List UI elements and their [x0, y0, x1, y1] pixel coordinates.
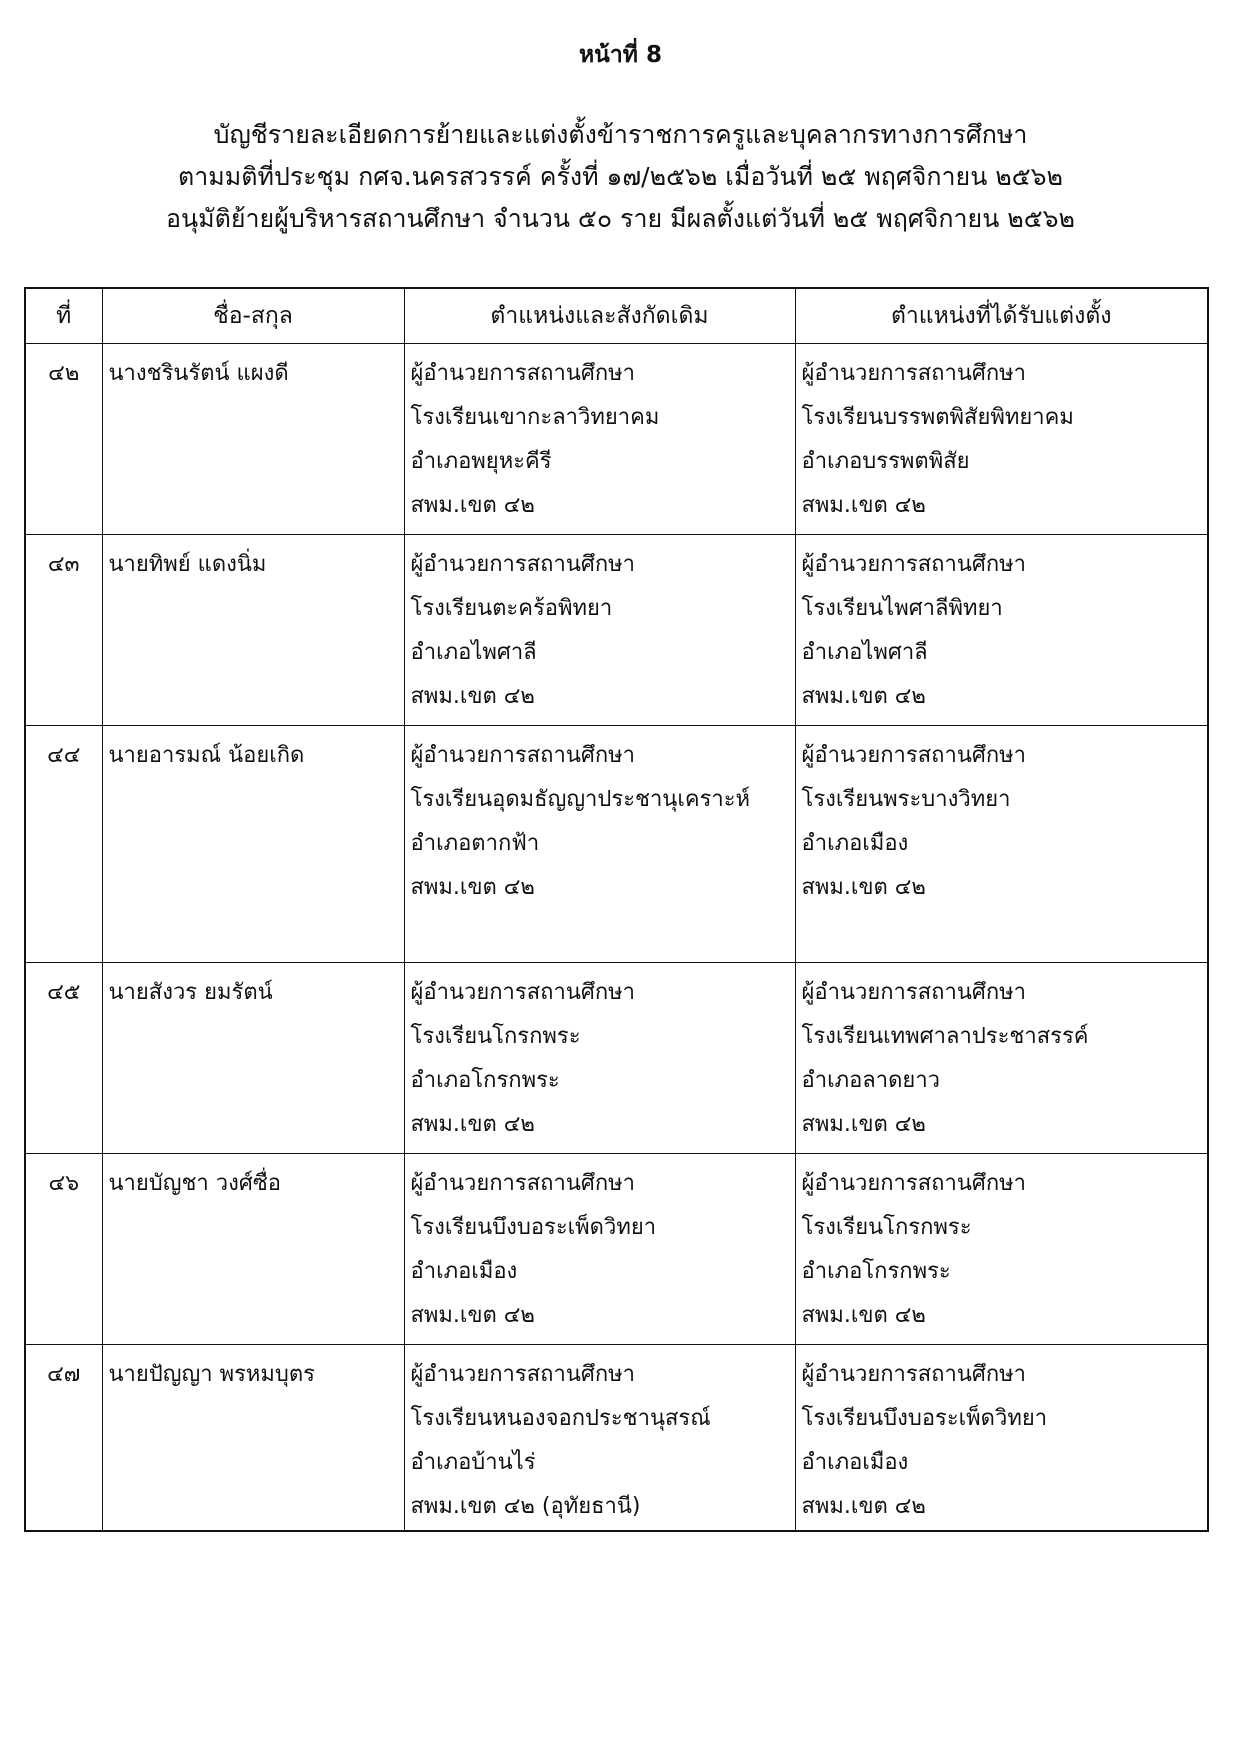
header-name: ชื่อ-สกุล [102, 288, 404, 344]
new-position-title: ผู้อำนวยการสถานศึกษา [801, 552, 1027, 577]
new-position-title: ผู้อำนวยการสถานศึกษา [801, 980, 1027, 1005]
row-original-position [404, 535, 795, 726]
new-position-title: ผู้อำนวยการสถานศึกษา [801, 1362, 1027, 1387]
original-position-title: ผู้อำนวยการสถานศึกษา [410, 743, 636, 768]
original-position-title: ผู้อำนวยการสถานศึกษา [410, 552, 636, 577]
original-school: โรงเรียนบึงบอระเพ็ดวิทยา [410, 1215, 657, 1240]
new-school: โรงเรียนบรรพตพิสัยพิทยาคม [801, 405, 1074, 430]
row-name-text: นายปัญญา พรหมบุตร [108, 1362, 315, 1387]
row-new-position [795, 344, 1208, 535]
row-number [25, 1154, 102, 1345]
table-row [25, 344, 1208, 535]
row-name [102, 344, 404, 535]
table-row [25, 963, 1208, 1154]
row-original-position [404, 963, 795, 1154]
new-position-title: ผู้อำนวยการสถานศึกษา [801, 1171, 1027, 1196]
new-school: โรงเรียนบึงบอระเพ็ดวิทยา [801, 1406, 1048, 1431]
original-area-office: สพม.เขต ๔๒ [410, 1303, 535, 1328]
original-school: โรงเรียนโกรกพระ [410, 1024, 581, 1049]
original-position-title: ผู้อำนวยการสถานศึกษา [410, 361, 636, 386]
new-district: อำเภอไพศาลี [801, 640, 928, 665]
new-position-title: ผู้อำนวยการสถานศึกษา [801, 743, 1027, 768]
new-school: โรงเรียนเทพศาลาประชาสรรค์ [801, 1024, 1089, 1049]
row-new-position [795, 535, 1208, 726]
new-district: อำเภอโกรกพระ [801, 1259, 951, 1284]
row-number [25, 1345, 102, 1532]
row-number [25, 963, 102, 1154]
row-new-position [795, 1345, 1208, 1532]
original-district: อำเภอเมือง [410, 1259, 518, 1284]
table-row [25, 535, 1208, 726]
new-area-office: สพม.เขต ๔๒ [801, 1112, 926, 1137]
row-name-text: นายทิพย์ แดงนิ่ม [108, 552, 267, 577]
header-number: ที่ [25, 288, 102, 344]
row-number [25, 344, 102, 535]
header-original-position: ตำแหน่งและสังกัดเดิม [404, 288, 795, 344]
row-new-position [795, 963, 1208, 1154]
row-original-position [404, 344, 795, 535]
new-area-office: สพม.เขต ๔๒ [801, 1494, 926, 1519]
original-district: อำเภอพยุหะคีรี [410, 449, 552, 474]
row-number-text: ๔๔ [47, 743, 81, 768]
original-school: โรงเรียนเขากะลาวิทยาคม [410, 405, 660, 430]
original-district: อำเภอโกรกพระ [410, 1068, 560, 1093]
original-area-office: สพม.เขต ๔๒ [410, 875, 535, 900]
row-number [25, 535, 102, 726]
original-position-title: ผู้อำนวยการสถานศึกษา [410, 1362, 636, 1387]
heading-line-1: บัญชีรายละเอียดการย้ายและแต่งตั้งข้าราชการครูและบุคลากรทางการศึกษา [213, 120, 1028, 149]
new-area-office: สพม.เขต ๔๒ [801, 493, 926, 518]
row-name [102, 726, 404, 963]
new-district: อำเภอเมือง [801, 831, 909, 856]
new-district: อำเภอเมือง [801, 1450, 909, 1475]
original-district: อำเภอบ้านไร่ [410, 1450, 536, 1475]
original-position-title: ผู้อำนวยการสถานศึกษา [410, 1171, 636, 1196]
row-name-text: นายสังวร ยมรัตน์ [108, 980, 273, 1005]
header-new-position: ตำแหน่งที่ได้รับแต่งตั้ง [795, 288, 1208, 344]
row-number-text: ๔๖ [48, 1171, 80, 1196]
row-name-text: นางชรินรัตน์ แผงดี [108, 361, 289, 386]
new-position-title: ผู้อำนวยการสถานศึกษา [801, 361, 1027, 386]
row-number [25, 726, 102, 963]
row-name-text: นายบัญชา วงศ์ซื่อ [108, 1171, 281, 1196]
row-number-text: ๔๓ [47, 552, 80, 577]
heading-line-2: ตามมติที่ประชุม กศจ.นครสวรรค์ ครั้งที่ ๑๗/๒๕๖๒ เมื่อวันที่ ๒๕ พฤศจิกายน ๒๕๖๒ [178, 162, 1063, 191]
original-area-office: สพม.เขต ๔๒ [410, 493, 535, 518]
new-area-office: สพม.เขต ๔๒ [801, 684, 926, 709]
row-new-position [795, 726, 1208, 963]
new-school: โรงเรียนพระบางวิทยา [801, 787, 1011, 812]
row-number-text: ๔๕ [47, 980, 81, 1005]
row-number-text: ๔๒ [48, 361, 80, 386]
new-school: โรงเรียนไพศาลีพิทยา [801, 596, 1003, 621]
original-district: อำเภอไพศาลี [410, 640, 537, 665]
original-area-office: สพม.เขต ๔๒ (อุทัยธานี) [410, 1494, 641, 1519]
document-heading [0, 114, 1241, 240]
row-name [102, 963, 404, 1154]
page-number: หน้าที่ 8 [579, 42, 662, 68]
table-header-row [25, 288, 1208, 344]
row-name [102, 1345, 404, 1532]
row-number-text: ๔๗ [47, 1362, 81, 1387]
original-position-title: ผู้อำนวยการสถานศึกษา [410, 980, 636, 1005]
row-original-position [404, 1154, 795, 1345]
row-original-position [404, 1345, 795, 1532]
new-district: อำเภอลาดยาว [801, 1068, 941, 1093]
new-district: อำเภอบรรพตพิสัย [801, 449, 970, 474]
table-row [25, 726, 1208, 963]
table-row [25, 1154, 1208, 1345]
row-name [102, 1154, 404, 1345]
original-district: อำเภอตากฟ้า [410, 831, 540, 856]
row-new-position [795, 1154, 1208, 1345]
appointment-table [24, 287, 1209, 1532]
new-area-office: สพม.เขต ๔๒ [801, 875, 926, 900]
original-area-office: สพม.เขต ๔๒ [410, 1112, 535, 1137]
original-school: โรงเรียนตะคร้อพิทยา [410, 596, 613, 621]
original-school: โรงเรียนอุดมธัญญาประชานุเคราะห์ [410, 787, 751, 812]
heading-line-3: อนุมัติย้ายผู้บริหารสถานศึกษา จำนวน ๕๐ ราย มีผลตั้งแต่วันที่ ๒๕ พฤศจิกายน ๒๕๖๒ [166, 204, 1075, 233]
table-row [25, 1345, 1208, 1532]
new-school: โรงเรียนโกรกพระ [801, 1215, 972, 1240]
original-area-office: สพม.เขต ๔๒ [410, 684, 535, 709]
original-school: โรงเรียนหนองจอกประชานุสรณ์ [410, 1406, 711, 1431]
row-original-position [404, 726, 795, 963]
new-area-office: สพม.เขต ๔๒ [801, 1303, 926, 1328]
row-name [102, 535, 404, 726]
row-name-text: นายอารมณ์ น้อยเกิด [108, 743, 305, 768]
